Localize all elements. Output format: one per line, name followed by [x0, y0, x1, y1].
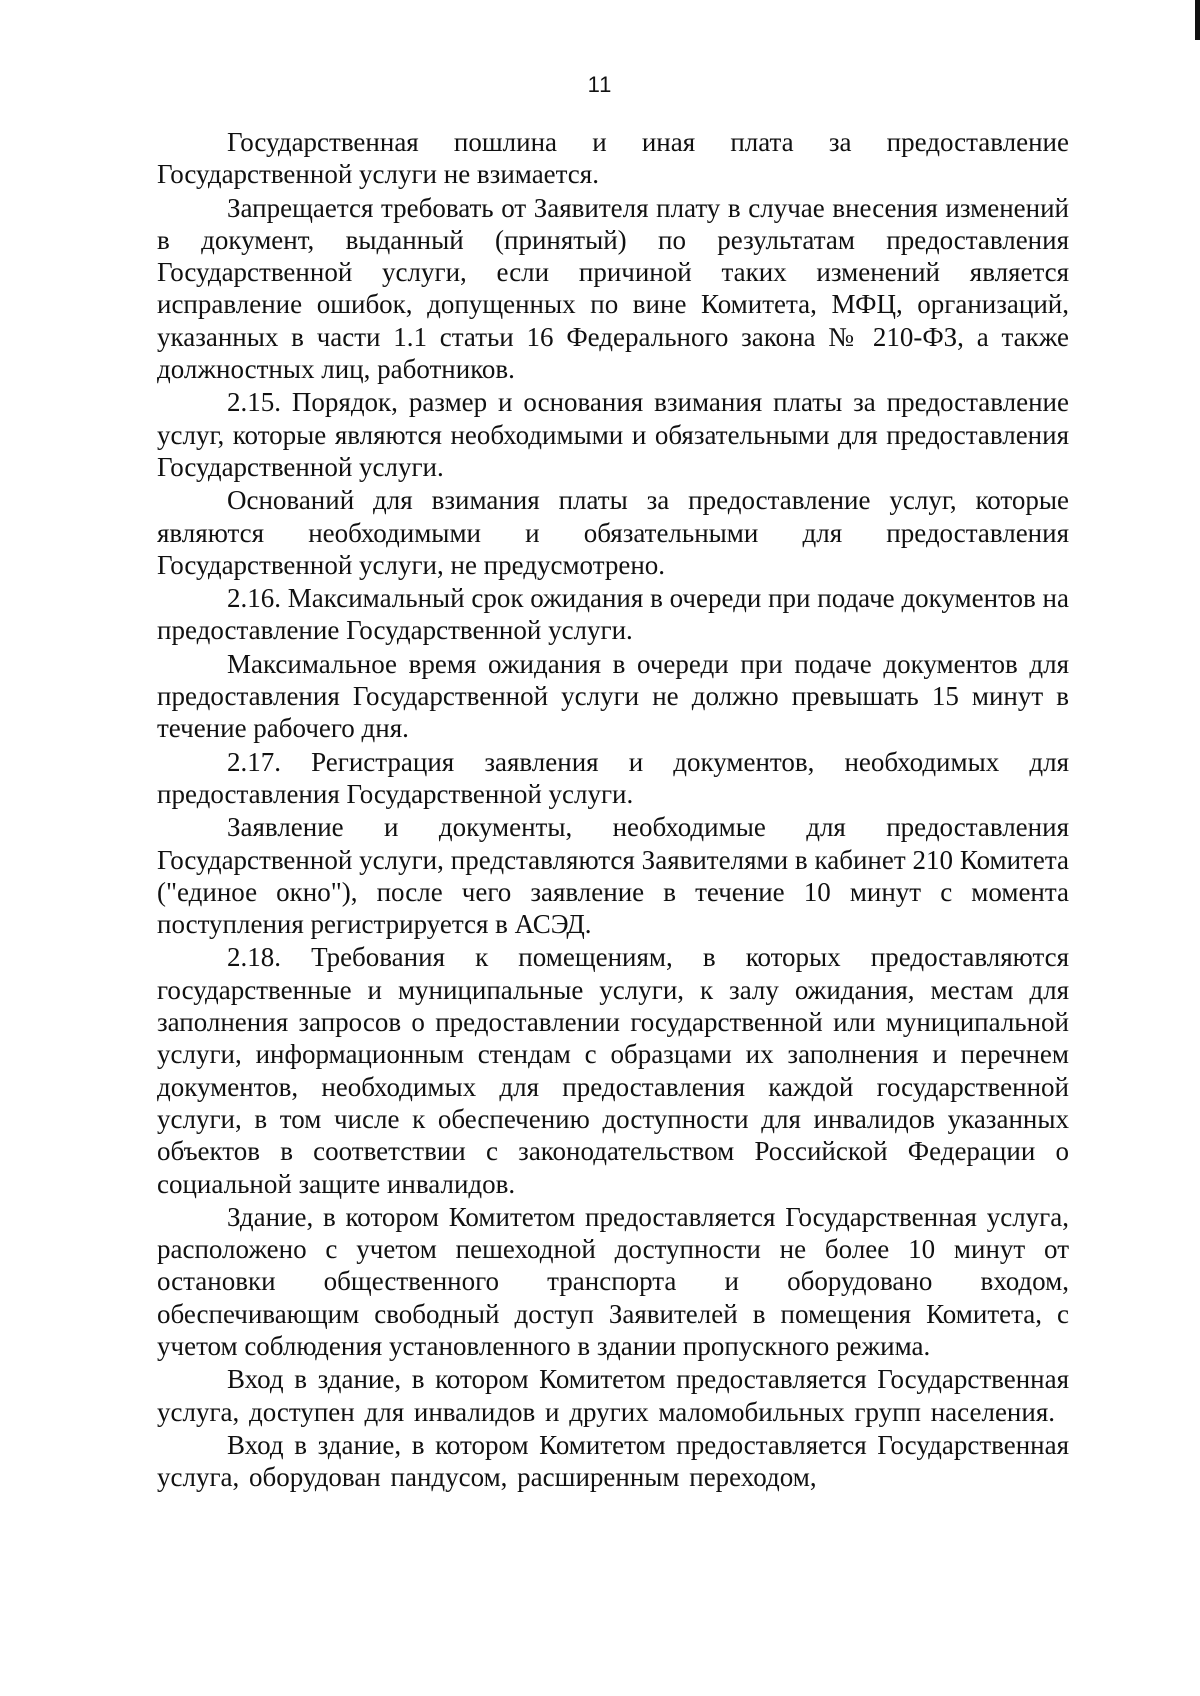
paragraph-no-grounds: Оснований для взимания платы за предоставление услуг, которые являются необходимыми и обязательными для предоставления Государственной услуги, не предусмотрено. [157, 485, 1069, 580]
document-body [157, 126, 1069, 1493]
paragraph-entrance-ramp: Вход в здание, в котором Комитетом предоставляется Государственная услуга, оборудован пандусом, расширенным переходом, [157, 1429, 1069, 1493]
page-number: 11 [587, 72, 613, 97]
section-2-16-heading: 2.16. Максимальный срок ожидания в очереди при подаче документов на предоставление Государственной услуги. [157, 583, 1069, 646]
paragraph-max-wait: Максимальное время ожидания в очереди при подаче документов для предоставления Государственной услуги не должно превышать 15 минут в течение рабочего дня. [157, 648, 1069, 744]
scan-edge-mark [1195, 0, 1200, 40]
paragraph-entrance-accessible: Вход в здание, в котором Комитетом предоставляется Государственная услуга, доступен для инвалидов и других маломобильных групп населения. [157, 1364, 1069, 1427]
paragraph-building-location: Здание, в котором Комитетом предоставляется Государственная услуга, расположено с учетом пешеходной доступности не более 10 минут от остановки общественного транспорта и оборудовано входом, обеспечивающим свободный доступ Заявителей в помещения Комитета, с учетом соблюдения установленного в здании пропускного режима. [157, 1201, 1069, 1361]
paragraph-fee-not-charged: Государственная пошлина и иная плата за предоставление Государственной услуги не взимается. [157, 127, 1069, 190]
section-2-15-heading: 2.15. Порядок, размер и основания взимания платы за предоставление услуг, которые являются необходимыми и обязательными для предоставления Государственной услуги. [157, 387, 1069, 482]
paragraph-registration: Заявление и документы, необходимые для предоставления Государственной услуги, представляются Заявителями в кабинет 210 Комитета ("единое окно"), после чего заявление в течение 10 минут с момента поступления регистрируется в АСЭД. [157, 812, 1069, 940]
section-2-17-heading: 2.17. Регистрация заявления и документов, необходимых для предоставления Государственной услуги. [157, 746, 1069, 809]
section-2-18-heading: 2.18. Требования к помещениям, в которых предоставляются государственные и муниципальные услуги, к залу ожидания, местам для заполнения запросов о предоставлении государственной или муниципальной услуги, информационным стендам с образцами их заполнения и перечнем документов, необходимых для предоставления каждой государственной услуги, в том числе к обеспечению доступности для инвалидов указанных объектов в соответствии с законодательством Российской Федерации о социальной защите инвалидов. [157, 942, 1069, 1199]
paragraph-fee-prohibition: Запрещается требовать от Заявителя плату в случае внесения изменений в документ, выданный (принятый) по результатам предоставления Государственной услуги, если причиной таких изменений является исправление ошибок, допущенных по вине Комитета, МФЦ, организаций, указанных в части 1.1 статьи 16 Федерального закона № 210-ФЗ, а также должностных лиц, работников. [157, 192, 1069, 385]
